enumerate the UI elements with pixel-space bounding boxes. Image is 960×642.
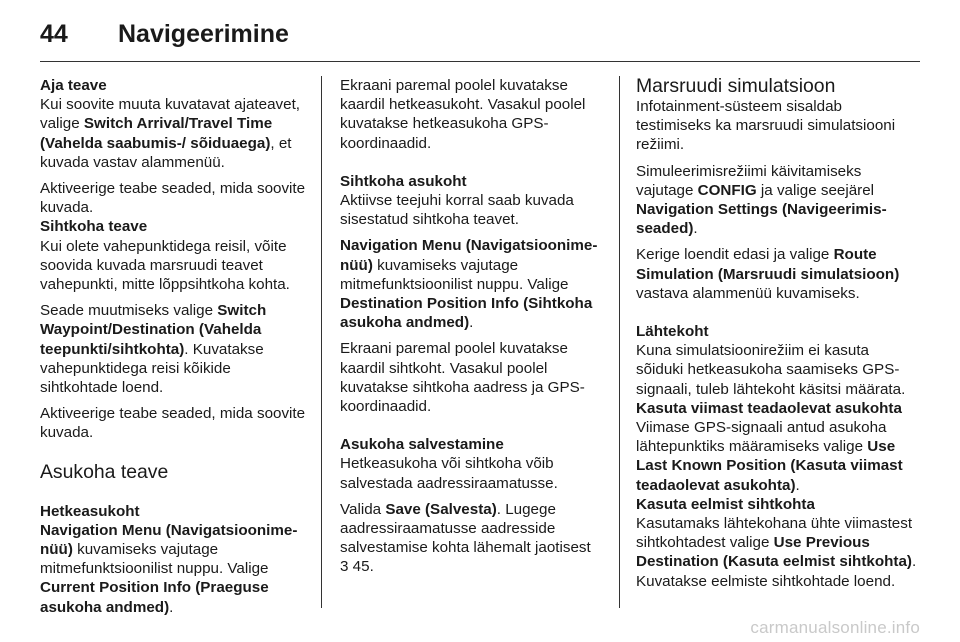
section-heading-marsruudi-simulatsioon: Marsruudi simulatsioon: [636, 75, 836, 97]
text: Viimase GPS-signaali antud asukoha lähtepunktiks määramiseks valige: [636, 419, 887, 456]
menu-reference: Save (Salvesta): [385, 500, 497, 518]
text: .: [795, 476, 800, 494]
menu-reference: Route Simulation (Marsruudi simulatsioon): [636, 246, 900, 283]
subheading-hetkeasukoht: Hetkeasukoht: [40, 502, 140, 520]
text: Kasutamaks lähtekohana ühte viimastest sihtkohtadest valige: [636, 515, 913, 552]
subheading-sihtkoha-asukoht: Sihtkoha asukoht: [340, 172, 467, 190]
text: .: [469, 314, 474, 332]
paragraph: [636, 245, 920, 303]
paragraph: Hetkeasukoha või sihtkoha võib salvestada aadressiraamatusse.: [340, 455, 558, 492]
text: . Kuvatakse eelmiste sihtkohtade loend.: [636, 553, 917, 590]
section-heading-asukoha-teave: Asukoha teave: [40, 460, 169, 483]
paragraph: Aktiveerige teabe seaded, mida soovite kuvada.: [40, 180, 306, 217]
menu-reference: Switch Arrival/Travel Time (Vahelda saabumis-/ sõiduaega): [40, 115, 273, 152]
menu-reference: Navigation Menu (Navigatsioonime-nüü): [40, 521, 298, 559]
subheading-asukoha-salvestamine: Asukoha salvestamine: [340, 436, 504, 454]
menu-reference: Destination Position Info (Sihtkoha asukoha andmed): [340, 295, 593, 332]
subheading-sihtkoha-teave: Sihtkoha teave: [40, 218, 148, 236]
paragraph: [40, 521, 310, 617]
paragraph: Ekraani paremal poolel kuvatakse kaardil sihtkoht. Vasakul poolel kuvatakse sihtkoha aadress ja GPS-koordinaadid.: [340, 340, 585, 416]
paragraph: Aktiivse teejuhi korral saab kuvada sisestatud sihtkoha teavet.: [340, 192, 574, 229]
menu-reference: Navigation Settings (Navigeerimis-seaded): [636, 201, 887, 238]
text: , et kuvada vastav alammenüü.: [40, 134, 292, 171]
paragraph: Infotainment-süsteem sisaldab testimiseks ka marsruudi simulatsiooni režiimi.: [636, 98, 896, 154]
paragraph: [340, 236, 608, 332]
paragraph: Kui olete vahepunktidega reisil, võite soovida kuvada marsruudi teavet vahepunkti, mitte lõppsihtkoha kohta.: [40, 237, 290, 294]
paragraph: Kuna simulatsioonirežiim ei kasuta sõiduki hetkeasukoha saamiseks GPS-signaali, tuleb lähtekoht käsitsi määrata.: [636, 342, 906, 398]
text: Seade muutmiseks valige: [40, 302, 218, 320]
subheading-aja-teave: Aja teave: [40, 77, 107, 94]
page-reference-icon: 3: [340, 558, 349, 576]
menu-reference: Switch Waypoint/Destination (Vahelda teepunkti/sihtkohta): [40, 302, 267, 358]
column-2: [340, 76, 608, 577]
page-header: [40, 14, 920, 54]
column-divider-1: [321, 76, 322, 608]
header-rule: [40, 61, 920, 62]
paragraph: [340, 500, 608, 577]
column-3: [636, 76, 920, 591]
column-1: [40, 76, 310, 617]
text: vastava alammenüü kuvamiseks.: [636, 284, 860, 302]
menu-reference: Current Position Info (Praeguse asukoha andmed): [40, 579, 269, 616]
page-reference-link[interactable]: 45.: [348, 558, 374, 576]
button-reference: CONFIG: [697, 181, 757, 199]
subheading-kasuta-viimast: Kasuta viimast teadaolevat asukohta: [636, 399, 902, 417]
text: .: [693, 220, 698, 238]
text: kuvamiseks vajutage mitmefunktsioonilist nuppu. Valige: [340, 256, 569, 293]
text: Valida: [340, 500, 386, 518]
paragraph: [40, 95, 310, 172]
page-number: 44: [40, 20, 68, 48]
watermark: carmanualsonline.info: [750, 618, 920, 637]
paragraph: [636, 418, 920, 495]
paragraph: Ekraani paremal poolel kuvatakse kaardil hetkeasukoht. Vasakul poolel kuvatakse hetkeasukoha GPS-koordinaadid.: [340, 77, 586, 152]
page-title: Navigeerimine: [118, 20, 289, 48]
paragraph: Aktiveerige teabe seaded, mida soovite kuvada.: [40, 405, 306, 442]
menu-reference: Use Last Known Position (Kasuta viimast teadaolevat asukohta): [636, 438, 903, 494]
column-divider-2: [619, 76, 620, 608]
paragraph: [636, 514, 920, 591]
menu-reference: Navigation Menu (Navigatsioonime-nüü): [340, 237, 598, 274]
text: Simuleerimisrežiimi käivitamiseks vajutage: [636, 162, 862, 199]
text: Kui soovite muuta kuvatavat ajateavet, valige: [40, 96, 301, 133]
text: . Kuvatakse vahepunktidega reisi kõikide sihtkohtade loend.: [40, 340, 264, 397]
text: .: [169, 598, 174, 616]
menu-reference: Use Previous Destination (Kasuta eelmist sihtkohta): [636, 534, 912, 571]
text: . Lugege aadressiraamatusse aadresside salvestamise kohta lähemalt jaotisest: [340, 500, 591, 557]
paragraph: [40, 301, 310, 397]
subheading-lahtekoht: Lähtekoht: [636, 323, 709, 341]
text: ja valige seejärel: [756, 181, 875, 199]
subheading-kasuta-eelmist: Kasuta eelmist sihtkohta: [636, 495, 815, 513]
text: Kerige loendit edasi ja valige: [636, 246, 834, 264]
text: kuvamiseks vajutage mitmefunktsioonilist nuppu. Valige: [40, 541, 269, 578]
paragraph: [636, 162, 920, 239]
